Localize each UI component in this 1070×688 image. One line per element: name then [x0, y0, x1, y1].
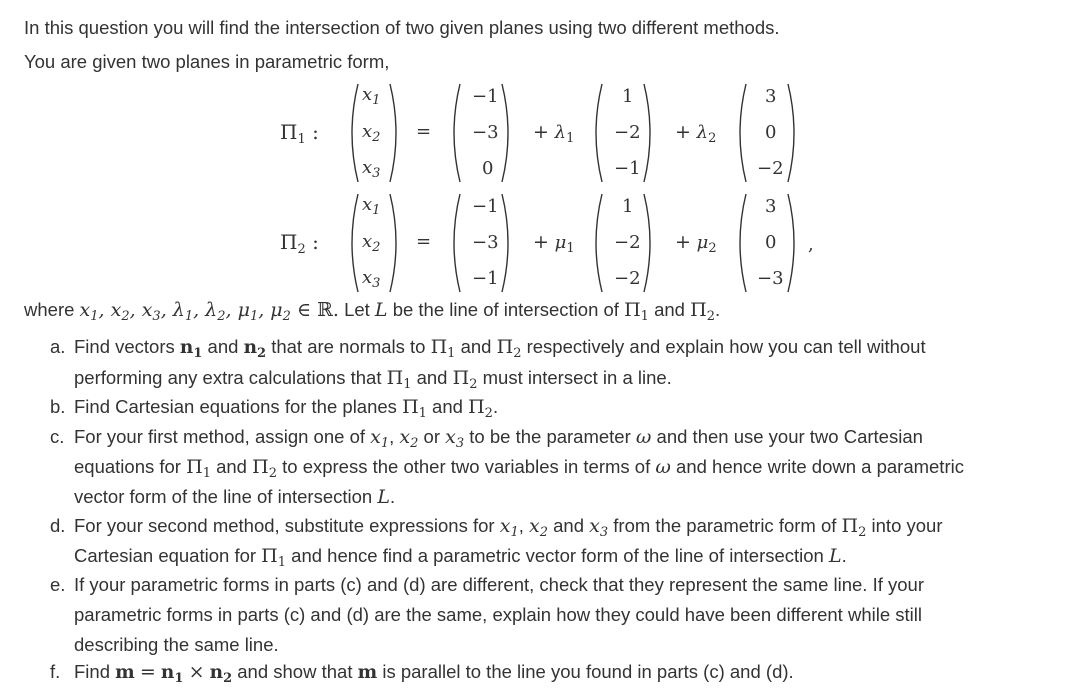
plane1-dir2-1: 3 — [765, 86, 777, 107]
plane1-lhs-x1: $x_1$ — [362, 84, 381, 108]
question-a: a. Find vectors $n_1$ and $n_2$ that are normals to $\Pi_1$ and $\Pi_2$ respectively and explain how you can tell without performing any extra calculations that $\Pi_1$ and $\Pi_2$ must intersect in a line. — [50, 336, 926, 392]
plane2-point-1: −1 — [472, 196, 499, 217]
plane2-comma: , — [808, 234, 814, 255]
plane1-label: $\Pi_1$ : — [280, 120, 319, 147]
plane2-equals: = — [416, 231, 432, 252]
plane1-dir2-3: −2 — [757, 158, 784, 179]
where-line: where $x_1$, $x_2$, $x_3$, $\lambda_1$, $\lambda_2$, $\mu_1$, $\mu_2$ ∈ ℝ. Let L be the line of intersection of $\Pi_1$ and $\Pi_2$. — [24, 299, 721, 324]
question-d: d. For your second method, substitute expressions for $x_1$, $x_2$ and $x_3$ from the parametric form of $\Pi_2$ into your Cartesian equation for $\Pi_1$ and hence find a parametric vector form of the line of intersection L. — [50, 515, 943, 570]
question-e: e. If your parametric forms in parts (c) and (d) are different, check that they represent the same line. If your parametric forms in parts (c) and (d) are the same, explain how they could have been different while still describing the same line. — [50, 574, 924, 655]
plane1-dir1-2: −2 — [614, 122, 641, 143]
plane1-point-3: 0 — [482, 158, 494, 179]
plane2-param2: + $\mu_2$ — [675, 231, 717, 256]
plane1-dir1-1: 1 — [622, 86, 634, 107]
intro-line-2: You are given two planes in parametric form, — [24, 51, 390, 72]
plane2-dir1-3: −2 — [614, 268, 641, 289]
question-f: f. Find $m = n_1 \times n_2$ and show that m is parallel to the line you found in parts (c) and (d). — [50, 661, 794, 686]
plane2-lhs-x3: $x_3$ — [362, 267, 381, 291]
plane2-param1: + $\mu_1$ — [533, 231, 575, 256]
plane-equations — [0, 0, 1070, 300]
plane2-point-3: −1 — [472, 268, 499, 289]
plane1-lhs-x2: $x_2$ — [362, 121, 381, 145]
plane2-dir2-2: 0 — [765, 232, 777, 253]
plane2-dir2-1: 3 — [765, 196, 777, 217]
plane1-param1: + $\lambda_1$ — [533, 121, 575, 146]
plane2-dir2-3: −3 — [757, 268, 784, 289]
plane2-lhs-x2: $x_2$ — [362, 231, 381, 255]
plane1-equals: = — [416, 121, 432, 142]
plane2-lhs-x1: $x_1$ — [362, 194, 381, 218]
question-b: b. Find Cartesian equations for the planes $\Pi_1$ and $\Pi_2$. — [50, 396, 499, 421]
plane2-dir1-2: −2 — [614, 232, 641, 253]
plane1-point-2: −3 — [472, 122, 499, 143]
plane2-dir1-1: 1 — [622, 196, 634, 217]
intro-line-1: In this question you will find the intersection of two given planes using two different methods. — [24, 17, 780, 38]
plane1-dir1-3: −1 — [614, 158, 641, 179]
plane1-param2: + $\lambda_2$ — [675, 121, 717, 146]
plane2-point-2: −3 — [472, 232, 499, 253]
plane2-label: $\Pi_2$ : — [280, 230, 319, 257]
plane1-point-1: −1 — [472, 86, 499, 107]
plane1-lhs-x3: $x_3$ — [362, 157, 381, 181]
question-c: c. For your first method, assign one of $x_1$, $x_2$ or $x_3$ to be the parameter ω and then use your two Cartesian equations for $\Pi_1$ and $\Pi_2$ to express the other two variables in terms of ω and hence write down a parametric vector form of the line of intersection L. — [50, 426, 964, 508]
plane1-dir2-2: 0 — [765, 122, 777, 143]
